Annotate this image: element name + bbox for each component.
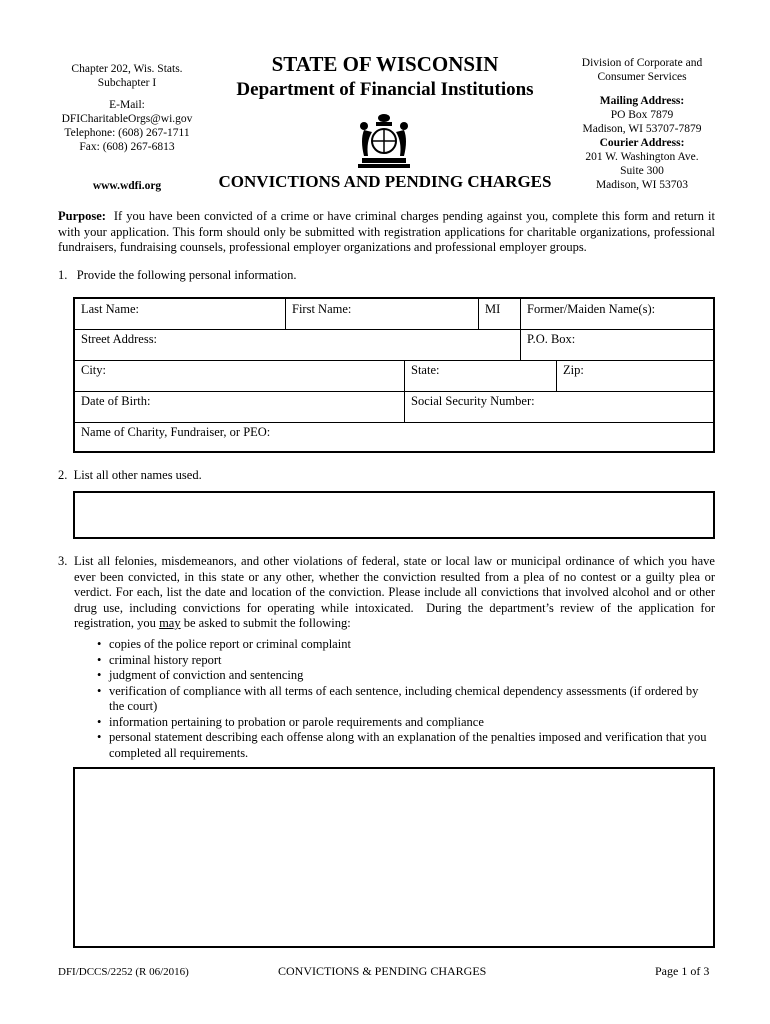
last-name-label: Last Name:: [81, 302, 139, 316]
question-3-text-before: List all felonies, misdemeanors, and other violations of federal, state or local law or municipal ordinance of which you have ever been convicted, in this state or any other, whether the conviction resulted from a plea of no contest or a guilty plea or verdict. For each, list the date and location of the conviction. Please include all convictions that involved alcohol and or other drug use, including convictions for operating while intoxicated. During the department’s review of the application for registration, you: [74, 554, 715, 630]
form-title: CONVICTIONS AND PENDING CHARGES: [218, 172, 552, 191]
po-box-field[interactable]: [520, 329, 713, 360]
footer-title: CONVICTIONS & PENDING CHARGES: [278, 964, 487, 978]
mailing-address-label: Mailing Address:: [599, 95, 685, 107]
date-of-birth-field[interactable]: [75, 391, 404, 422]
telephone: Telephone: (608) 267-1711: [64, 127, 190, 139]
question-3-text-after: be asked to submit the following:: [180, 616, 351, 630]
table-row: [75, 391, 713, 423]
purpose-paragraph: [58, 209, 715, 256]
header-left-block: [52, 62, 202, 154]
division-line-1: Division of Corporate and: [581, 57, 703, 69]
first-name-field[interactable]: [285, 299, 478, 329]
purpose-text: If you have been convicted of a crime or have criminal charges pending against you, complete this form and return it with your application. This form should only be submitted with registration applications for charitable organizations, professional fundraisers, fundraising counsels, professional employer organizations and professional employer groups.: [58, 209, 715, 254]
email-address: DFICharitableOrgs@wi.gov: [61, 113, 193, 125]
state-field[interactable]: [404, 360, 556, 391]
courier-line-2: Suite 300: [620, 165, 664, 177]
question-1: 1. Provide the following personal information.: [58, 268, 297, 282]
purpose-label: Purpose:: [58, 209, 106, 223]
zip-label: Zip:: [563, 363, 584, 377]
wisconsin-seal-icon: [350, 108, 418, 170]
header-right-block: [570, 56, 714, 192]
personal-info-table: [73, 297, 715, 453]
list-item: • judgment of conviction and sentencing: [97, 668, 715, 684]
courier-address-label: Courier Address:: [599, 137, 685, 149]
other-names-field[interactable]: [73, 491, 715, 539]
division-line-2: Consumer Services: [597, 71, 687, 83]
mi-field[interactable]: [478, 299, 520, 329]
website-link[interactable]: www.wdfi.org: [92, 180, 162, 192]
former-name-field[interactable]: [520, 299, 713, 329]
ssn-field[interactable]: [404, 391, 713, 422]
courier-line-1: 201 W. Washington Ave.: [585, 151, 699, 163]
document-list: [97, 637, 715, 761]
po-box-label: P.O. Box:: [527, 332, 576, 346]
former-name-label: Former/Maiden Name(s):: [527, 302, 656, 316]
convictions-field[interactable]: [73, 767, 715, 948]
table-row: [75, 299, 713, 330]
mailing-line-2: Madison, WI 53707-7879: [582, 123, 702, 135]
ssn-label: Social Security Number:: [411, 394, 535, 408]
mailing-line-1: PO Box 7879: [610, 109, 674, 121]
charity-name-label: Name of Charity, Fundraiser, or PEO:: [81, 425, 271, 439]
form-id: DFI/DCCS/2252 (R 06/2016): [58, 966, 189, 978]
charity-name-field[interactable]: [75, 422, 713, 451]
question-3-may: may: [159, 616, 181, 630]
first-name-label: First Name:: [292, 302, 352, 316]
list-item: • information pertaining to probation or parole requirements and compliance: [97, 715, 715, 731]
street-address-field[interactable]: [75, 329, 520, 360]
courier-line-3: Madison, WI 53703: [595, 179, 689, 191]
state-title: STATE OF WISCONSIN: [271, 52, 499, 76]
table-row: [75, 329, 713, 361]
zip-field[interactable]: [556, 360, 713, 391]
list-item: • copies of the police report or criminal complaint: [97, 637, 715, 653]
table-row: [75, 360, 713, 392]
fax: Fax: (608) 267-6813: [79, 141, 175, 153]
statute-reference: Chapter 202, Wis. Stats.: [71, 63, 183, 75]
question-3-number: 3.: [58, 554, 68, 568]
city-label: City:: [81, 363, 107, 377]
subchapter: Subchapter I: [97, 77, 157, 89]
city-field[interactable]: [75, 360, 404, 391]
mi-label: MI: [485, 302, 501, 316]
date-of-birth-label: Date of Birth:: [81, 394, 151, 408]
street-address-label: Street Address:: [81, 332, 158, 346]
last-name-field[interactable]: [75, 299, 285, 329]
state-label: State:: [411, 363, 440, 377]
table-row: [75, 422, 713, 451]
email-label: E-Mail:: [109, 99, 145, 111]
question-2: 2. List all other names used.: [58, 468, 202, 482]
department-title: Department of Financial Institutions: [236, 79, 534, 100]
page-number: Page 1 of 3: [655, 964, 710, 978]
list-item: • personal statement describing each offense along with an explanation of the penalties imposed and verification that you completed all requirements.: [97, 730, 715, 761]
list-item: • criminal history report: [97, 653, 715, 669]
question-3-text: [74, 554, 715, 632]
list-item: • verification of compliance with all terms of each sentence, including chemical dependency assessments (if ordered by the court): [97, 684, 715, 715]
